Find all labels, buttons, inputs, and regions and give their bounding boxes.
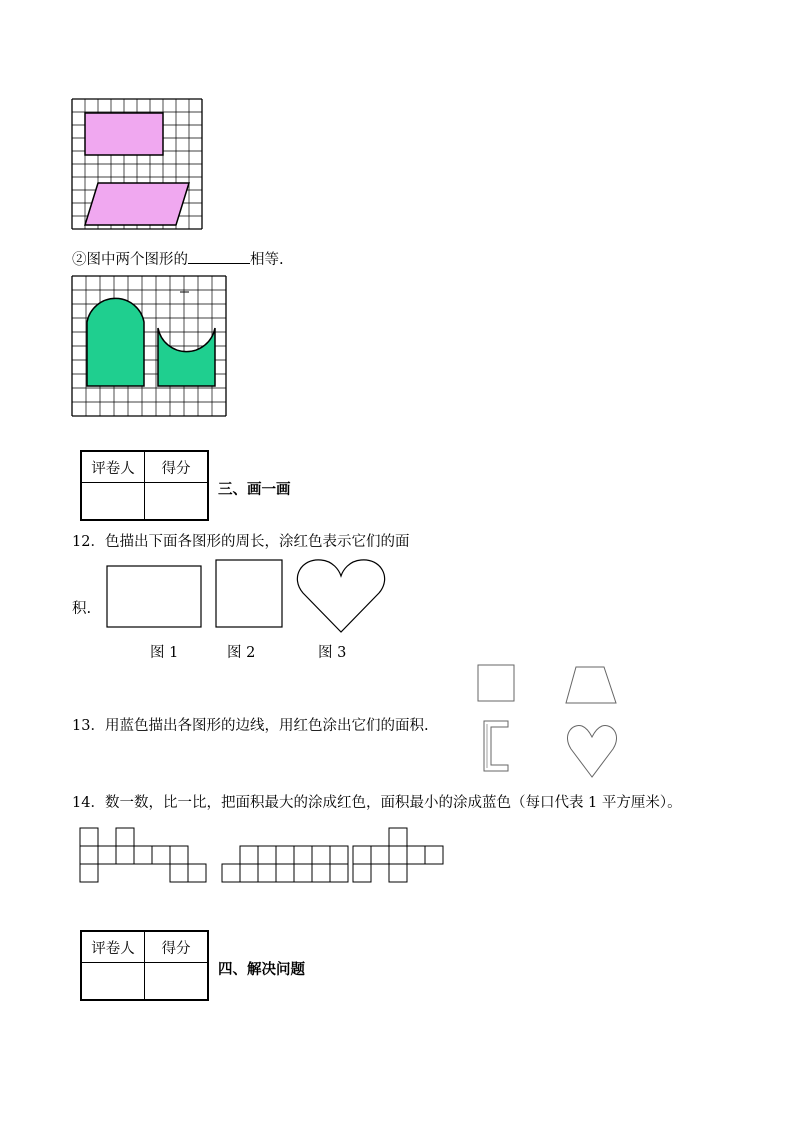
- unit-square: [80, 828, 98, 846]
- score-label: 得分: [145, 931, 209, 963]
- grid-green-shapes: [72, 276, 230, 416]
- unit-square: [389, 864, 407, 882]
- section3-title: 三、画一画: [218, 482, 291, 498]
- q13-text: 13．用蓝色描出各图形的边线，用红色涂出它们的面积.: [72, 718, 429, 734]
- figure2-square: [216, 560, 282, 627]
- unit-square: [116, 846, 134, 864]
- q12-line1: 12．色描出下面各图形的周长，涂红色表示它们的面: [72, 534, 410, 550]
- unit-square: [170, 864, 188, 882]
- unit-square: [276, 864, 294, 882]
- bracket-shape: [484, 721, 508, 771]
- trapezoid: [566, 667, 616, 703]
- q11-part2: ②图中两个图形的 相等.: [72, 248, 284, 269]
- unit-square: [240, 864, 258, 882]
- q12-line2: 积.: [72, 601, 92, 617]
- answer-blank[interactable]: [188, 249, 250, 264]
- section4-title: 四、解决问题: [218, 962, 305, 978]
- unit-square: [276, 846, 294, 864]
- small-square: [478, 665, 514, 701]
- unit-square: [407, 846, 425, 864]
- grader-cell[interactable]: [81, 483, 145, 521]
- unit-square: [258, 846, 276, 864]
- pink-rectangle: [85, 113, 163, 155]
- figure3-heart: [297, 560, 384, 632]
- pink-parallelogram: [85, 183, 189, 225]
- unit-square: [389, 846, 407, 864]
- score-label: 得分: [145, 451, 209, 483]
- unit-square: [294, 846, 312, 864]
- q14-text: 14．数一数，比一比，把面积最大的涂成红色，面积最小的涂成蓝色（每口代表 1 平方厘米）。: [72, 795, 682, 811]
- grader-cell[interactable]: [81, 963, 145, 1001]
- unit-square: [258, 864, 276, 882]
- unit-square: [80, 864, 98, 882]
- green-arch-shape: [87, 298, 144, 386]
- grader-label: 评卷人: [81, 931, 145, 963]
- caption-figure2: 图 2: [227, 645, 256, 661]
- caption-figure1: 图 1: [150, 645, 179, 661]
- q12-figures: [105, 558, 390, 638]
- unit-square: [170, 846, 188, 864]
- figure1-rectangle: [107, 566, 201, 627]
- unit-square: [294, 864, 312, 882]
- unit-square: [188, 864, 206, 882]
- score-box-section4: [80, 930, 209, 1001]
- q14-block-figures: [78, 826, 438, 884]
- score-cell[interactable]: [145, 963, 209, 1001]
- unit-square: [312, 846, 330, 864]
- unit-square: [425, 846, 443, 864]
- caption-figure3: 图 3: [318, 645, 347, 661]
- unit-square: [240, 846, 258, 864]
- unit-square: [353, 846, 371, 864]
- unit-square: [330, 864, 348, 882]
- q13-figures: [476, 663, 621, 781]
- unit-square: [371, 846, 389, 864]
- green-notched-shape: [158, 328, 215, 386]
- grid-rect-parallelogram: [72, 99, 204, 239]
- unit-square: [330, 846, 348, 864]
- unit-square: [353, 864, 371, 882]
- unit-square: [222, 864, 240, 882]
- unit-square: [389, 828, 407, 846]
- unit-square: [152, 846, 170, 864]
- grader-label: 评卷人: [81, 451, 145, 483]
- score-box-section3: [80, 450, 209, 521]
- unit-square: [134, 846, 152, 864]
- unit-square: [312, 864, 330, 882]
- small-heart: [567, 726, 616, 777]
- unit-square: [116, 828, 134, 846]
- unit-square: [98, 846, 116, 864]
- score-cell[interactable]: [145, 483, 209, 521]
- unit-square: [80, 846, 98, 864]
